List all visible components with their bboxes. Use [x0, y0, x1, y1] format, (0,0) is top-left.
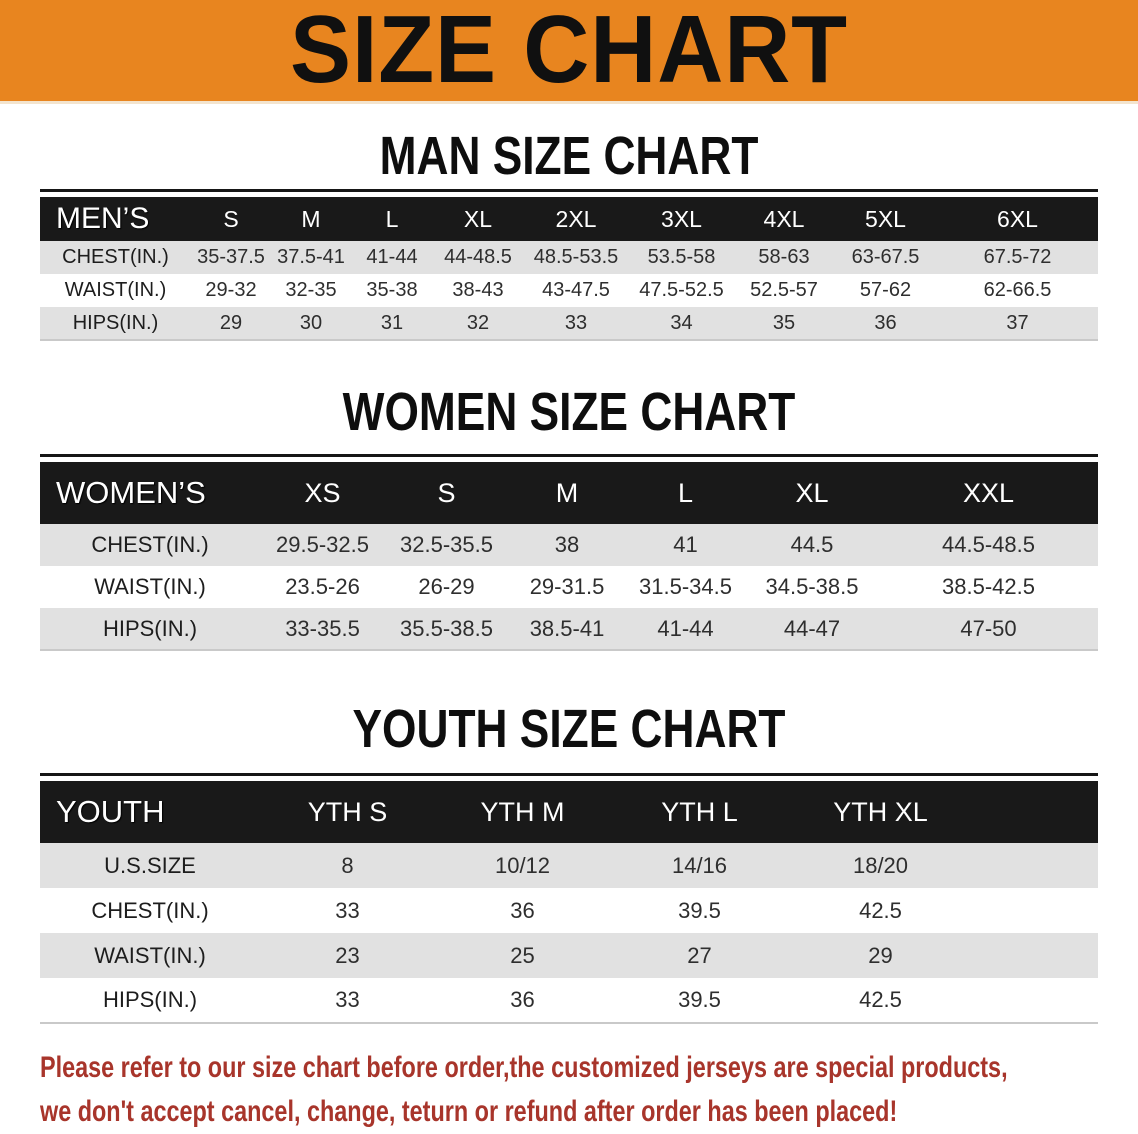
size-value-cell: 10/12 [494, 852, 551, 878]
row-label: U.S.SIZE [104, 852, 196, 878]
women-hips-row [40, 608, 1098, 650]
size-value-cell: 53.5-58 [647, 246, 716, 268]
size-column-header: YTH M [480, 796, 565, 827]
women-section-heading [0, 382, 1138, 442]
size-value-cell: 32.5-35.5 [400, 532, 493, 557]
size-value-cell: 52.5-57 [750, 279, 818, 301]
size-column-header: YTH L [661, 796, 738, 827]
size-value-cell: 29 [191, 307, 271, 340]
row-label: WAIST(IN.) [64, 279, 167, 301]
size-value-cell: 31 [351, 307, 433, 340]
size-value-cell: 29-32 [205, 279, 257, 301]
women-table-topline [40, 454, 1098, 457]
row-label: HIPS(IN.) [40, 307, 191, 340]
size-value-cell: 14/16 [671, 852, 728, 878]
cell-spacer [972, 978, 1098, 1023]
youth-size-table [40, 773, 1098, 1024]
row-label: WAIST(IN.) [94, 574, 206, 599]
women-heading-text: WOMEN SIZE CHART [342, 382, 796, 442]
size-value-cell: 34 [629, 307, 734, 340]
men-hips-row [40, 307, 1098, 340]
cell-spacer [972, 888, 1098, 933]
size-value-cell: 47-50 [879, 608, 1098, 650]
size-column-header: 5XL [865, 205, 906, 232]
size-value-cell: 38-43 [452, 279, 504, 301]
size-value-cell: 31.5-34.5 [639, 574, 732, 599]
header-spacer [972, 781, 1098, 843]
youth-header-row [40, 781, 1098, 843]
youth-heading-text: YOUTH SIZE CHART [352, 699, 786, 759]
size-value-cell: 35-38 [366, 279, 418, 301]
size-value-cell: 29 [868, 942, 893, 968]
men-section-heading [0, 126, 1138, 186]
size-value-cell: 25 [510, 942, 535, 968]
size-value-cell: 44.5 [790, 532, 834, 557]
size-value-cell: 42.5 [859, 897, 902, 923]
size-value-cell: 48.5-53.5 [533, 246, 619, 268]
size-value-cell: 57-62 [859, 279, 912, 301]
size-value-cell: 8 [341, 852, 354, 878]
banner-title: SIZE CHART [290, 0, 848, 104]
row-label: CHEST(IN.) [91, 897, 209, 923]
size-column-header: S [223, 205, 239, 232]
youth-table-topline [40, 773, 1098, 776]
size-column-header: YTH XL [833, 796, 928, 827]
size-value-cell: 39.5 [678, 897, 721, 923]
size-value-cell: 38.5-41 [508, 608, 626, 650]
men-header-row [40, 197, 1098, 241]
men-chest-row [40, 241, 1098, 274]
women-size-table [40, 454, 1098, 651]
size-value-cell: 42.5 [789, 978, 972, 1023]
youth-section-heading [0, 699, 1138, 759]
cell-spacer [972, 843, 1098, 888]
size-value-cell: 29.5-32.5 [276, 532, 369, 557]
size-value-cell: 32-35 [285, 279, 337, 301]
size-column-header: 2XL [555, 205, 597, 232]
row-label: WAIST(IN.) [94, 942, 206, 968]
size-value-cell: 41 [673, 532, 698, 557]
size-value-cell: 33-35.5 [260, 608, 385, 650]
disclaimer-line-2: we don't accept cancel, change, teturn or refund after order has been placed! [40, 1095, 898, 1128]
size-value-cell: 58-63 [758, 246, 810, 268]
cell-spacer [972, 933, 1098, 978]
size-value-cell: 27 [687, 942, 712, 968]
size-value-cell: 39.5 [610, 978, 789, 1023]
size-column-header: L [677, 477, 694, 508]
size-value-cell: 18/20 [852, 852, 909, 878]
size-value-cell: 41-44 [366, 246, 418, 268]
order-disclaimer [40, 1046, 1138, 1134]
size-value-cell: 44-48.5 [444, 246, 512, 268]
size-value-cell: 47.5-52.5 [639, 279, 724, 301]
size-value-cell: 43-47.5 [542, 279, 610, 301]
size-value-cell: 30 [271, 307, 351, 340]
youth-hips-row [40, 978, 1098, 1023]
women-chest-row [40, 524, 1098, 566]
size-column-header: L [385, 205, 399, 232]
size-column-header: XL [795, 477, 829, 508]
size-value-cell: 23 [335, 942, 360, 968]
size-column-header: S [437, 477, 456, 508]
size-value-cell: 38 [554, 532, 580, 557]
size-value-cell: 32 [433, 307, 523, 340]
size-value-cell: 33 [335, 897, 360, 923]
youth-table-label: YOUTH [56, 794, 165, 829]
size-value-cell: 41-44 [626, 608, 745, 650]
size-value-cell: 37.5-41 [277, 246, 345, 268]
size-value-cell: 36 [834, 307, 937, 340]
size-value-cell: 35.5-38.5 [385, 608, 508, 650]
men-table-label: MEN’S [56, 202, 150, 235]
size-column-header: XS [304, 477, 341, 508]
size-column-header: XL [463, 205, 493, 232]
size-column-header: 3XL [661, 205, 702, 232]
size-value-cell: 36 [435, 978, 610, 1023]
women-header-row [40, 462, 1098, 524]
size-value-cell: 62-66.5 [983, 279, 1052, 301]
size-value-cell: 37 [937, 307, 1098, 340]
size-value-cell: 35-37.5 [197, 246, 265, 268]
size-column-header: XXL [962, 477, 1015, 508]
size-value-cell: 33 [260, 978, 435, 1023]
size-value-cell: 36 [510, 897, 535, 923]
size-value-cell: 63-67.5 [851, 246, 920, 268]
women-table-label: WOMEN’S [56, 475, 206, 510]
size-value-cell: 67.5-72 [983, 246, 1052, 268]
row-label: CHEST(IN.) [62, 246, 169, 268]
youth-waist-row [40, 933, 1098, 978]
disclaimer-line-1: Please refer to our size chart before order,the customized jerseys are special products, [40, 1051, 1008, 1084]
size-value-cell: 35 [734, 307, 834, 340]
men-size-table [40, 189, 1098, 341]
size-value-cell: 29-31.5 [529, 574, 605, 599]
women-waist-row [40, 566, 1098, 608]
size-column-header: M [555, 477, 579, 508]
size-column-header: YTH S [307, 796, 388, 827]
row-label: HIPS(IN.) [40, 608, 260, 650]
size-chart-banner [0, 0, 1138, 104]
size-value-cell: 33 [523, 307, 629, 340]
size-value-cell: 44-47 [745, 608, 879, 650]
row-label: HIPS(IN.) [40, 978, 260, 1023]
men-table-topline [40, 189, 1098, 192]
men-heading-text: MAN SIZE CHART [379, 126, 759, 186]
youth-chest-row [40, 888, 1098, 933]
row-label: CHEST(IN.) [91, 532, 209, 557]
size-value-cell: 44.5-48.5 [942, 532, 1035, 557]
size-value-cell: 26-29 [418, 574, 475, 599]
size-value-cell: 34.5-38.5 [765, 574, 859, 599]
size-column-header: 6XL [997, 205, 1038, 232]
size-column-header: M [301, 205, 321, 232]
youth-ussize-row [40, 843, 1098, 888]
men-waist-row [40, 274, 1098, 307]
size-value-cell: 23.5-26 [285, 574, 360, 599]
size-column-header: 4XL [763, 205, 805, 232]
size-value-cell: 38.5-42.5 [942, 574, 1035, 599]
